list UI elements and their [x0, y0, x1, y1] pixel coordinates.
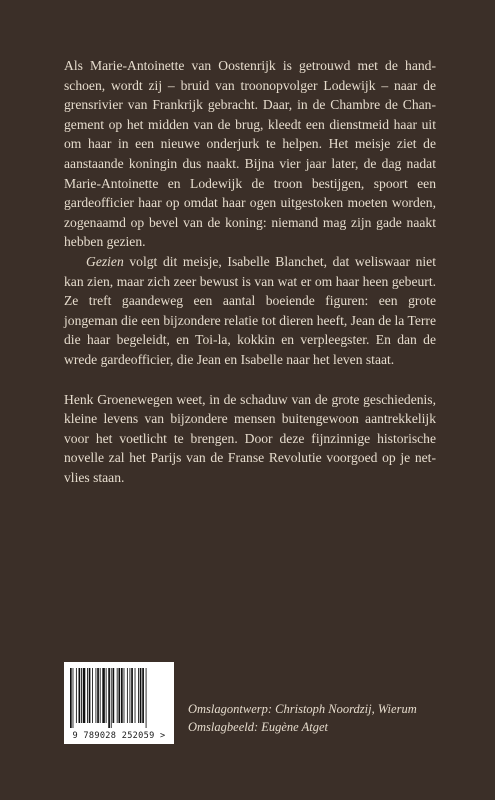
barcode-bar	[106, 668, 107, 723]
barcode-bar	[92, 668, 93, 723]
cover-image-credit: Omslagbeeld: Eugène Atget	[188, 720, 329, 734]
barcode-bar	[76, 668, 77, 723]
barcode-bar	[118, 668, 120, 723]
back-cover-blurb	[64, 56, 436, 487]
barcode-bar	[138, 668, 139, 723]
isbn-number: 9 789028 252059 >	[72, 731, 166, 741]
barcode-bar	[79, 668, 81, 723]
barcode-bar	[131, 668, 133, 723]
barcode-bar	[113, 668, 115, 723]
barcode-bar	[127, 668, 128, 723]
book-title: Gezien	[86, 253, 124, 269]
barcode-bar	[108, 668, 110, 728]
barcode-bars	[70, 668, 168, 728]
barcode-bar	[117, 668, 118, 723]
barcode-bar	[146, 668, 147, 728]
cover-design-credit: Omslagontwerp: Christoph Noordzij, Wierum	[188, 702, 417, 716]
barcode-bar	[73, 668, 74, 728]
barcode-bar	[102, 668, 105, 723]
barcode-bar	[142, 668, 144, 723]
isbn-barcode	[64, 662, 174, 744]
barcode-bar	[81, 668, 82, 723]
barcode-bar	[135, 668, 136, 723]
barcode-bar	[70, 668, 72, 728]
barcode-bar	[140, 668, 142, 723]
barcode-bar	[97, 668, 99, 723]
barcode-bar	[130, 668, 131, 723]
barcode-bar	[100, 668, 101, 723]
barcode-bar	[121, 668, 123, 723]
barcode-bar	[96, 668, 97, 723]
blurb-paragraph-2-text: volgt dit meisje, Isabelle Blanchet, dat weliswaar niet kan zien, maar zich zeer bewust is van wat er om haar heen gebeurt. Ze treft gaandeweg een aantal boeiende figuren: een grote jongeman die een bijzondere relatie tot dieren heeft, Jean de la Terre die haar begeleidt, en Toi-la, kokkin en verpleegster. En dan de wrede gardeofficier, die Jean en Isabelle naar het leven staat.	[64, 253, 436, 367]
barcode-bar	[87, 668, 88, 723]
cover-credits	[188, 700, 417, 736]
blurb-paragraph-1: Als Marie-Antoinette van Oostenrijk is getrouwd met de handschoen, wordt zij – bruid van troonopvolger Lodewijk – naar de grensrivier van Frankrijk gebracht. Daar, in de Chambre de Changement op het midden van de brug, kleedt een dienstmeid haar uit om haar in een nieuwe onderjurk te helpen. Het meisje ziet de aanstaande koningin dus naakt. Bijna vier jaar later, de dag nadat Marie-Antoinette en Lodewijk de troon bestijgen, spoort een gardeofficier haar op omdat haar ogen uitgestoken moeten worden, zogenaamd op bevel van de koning: niemand mag zijn gade naakt hebben gezien.	[64, 58, 436, 250]
barcode-bar	[111, 668, 112, 728]
barcode-bar	[124, 668, 125, 723]
blurb-paragraph-2	[64, 252, 436, 370]
blurb-paragraph-3: Henk Groenewegen weet, in de schaduw van de grote geschiedenis, kleine levens van bijzondere mensen buitengewoon aantrekkelijk voor het voetlicht te brengen. Door deze fijnzinnige historische novelle zal het Parijs van de Franse Revolutie voorgoed op je netvlies staan.	[64, 391, 436, 485]
barcode-bar	[83, 668, 86, 723]
barcode-bar	[89, 668, 91, 723]
